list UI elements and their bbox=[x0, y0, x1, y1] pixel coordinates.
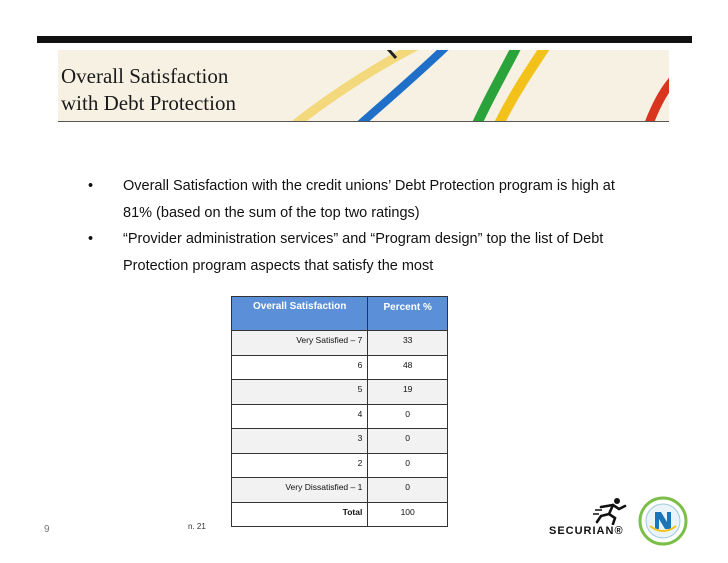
running-figure-icon bbox=[593, 497, 629, 525]
row-value: 0 bbox=[368, 453, 448, 478]
page-number: 9 bbox=[44, 524, 50, 535]
napcu-preferred-partner-seal-icon bbox=[638, 496, 688, 546]
row-label: 5 bbox=[232, 380, 368, 405]
table-row bbox=[232, 478, 448, 503]
row-label: 4 bbox=[232, 404, 368, 429]
securian-wordmark: SECURIAN® bbox=[549, 525, 624, 537]
table-row bbox=[232, 429, 448, 454]
bullet-item bbox=[88, 226, 648, 279]
row-value: 19 bbox=[368, 380, 448, 405]
row-value: 48 bbox=[368, 355, 448, 380]
table-row bbox=[232, 380, 448, 405]
banner-rule bbox=[58, 121, 669, 122]
row-value: 0 bbox=[368, 429, 448, 454]
row-value: 0 bbox=[368, 404, 448, 429]
column-header-percent: Percent % bbox=[368, 297, 448, 331]
bullet-text: “Provider administration services” and “Program design” top the list of Debt bbox=[123, 231, 604, 247]
row-label: 6 bbox=[232, 355, 368, 380]
bullet-item bbox=[88, 173, 648, 226]
row-value: 0 bbox=[368, 478, 448, 503]
table-header-row bbox=[232, 297, 448, 331]
row-value: 33 bbox=[368, 331, 448, 356]
total-label: Total bbox=[232, 502, 368, 527]
table-row bbox=[232, 331, 448, 356]
table-row bbox=[232, 453, 448, 478]
row-label: 3 bbox=[232, 429, 368, 454]
column-header-satisfaction: Overall Satisfaction bbox=[232, 297, 368, 331]
bullet-marker: • bbox=[88, 231, 94, 247]
bullet-list bbox=[88, 173, 648, 279]
row-label: Very Satisfied – 7 bbox=[232, 331, 368, 356]
table-row bbox=[232, 355, 448, 380]
bullet-text: 81% (based on the sum of the top two ratings) bbox=[123, 204, 420, 221]
satisfaction-table bbox=[231, 296, 448, 527]
bullet-text: Overall Satisfaction with the credit unions’ Debt Protection program is high at bbox=[123, 178, 615, 194]
top-rule bbox=[37, 36, 692, 43]
row-label: 2 bbox=[232, 453, 368, 478]
page-title-line2: with Debt Protection bbox=[61, 91, 236, 115]
total-value: 100 bbox=[368, 502, 448, 527]
bullet-text: Protection program aspects that satisfy the most bbox=[123, 257, 434, 274]
table-row bbox=[232, 404, 448, 429]
bullet-marker: • bbox=[88, 178, 94, 194]
page-title bbox=[61, 63, 321, 117]
securian-logo bbox=[549, 497, 629, 541]
row-label: Very Dissatisfied – 1 bbox=[232, 478, 368, 503]
page-title-line1: Overall Satisfaction bbox=[61, 64, 229, 88]
sample-size-note: n. 21 bbox=[188, 522, 206, 531]
table-total-row bbox=[232, 502, 448, 527]
